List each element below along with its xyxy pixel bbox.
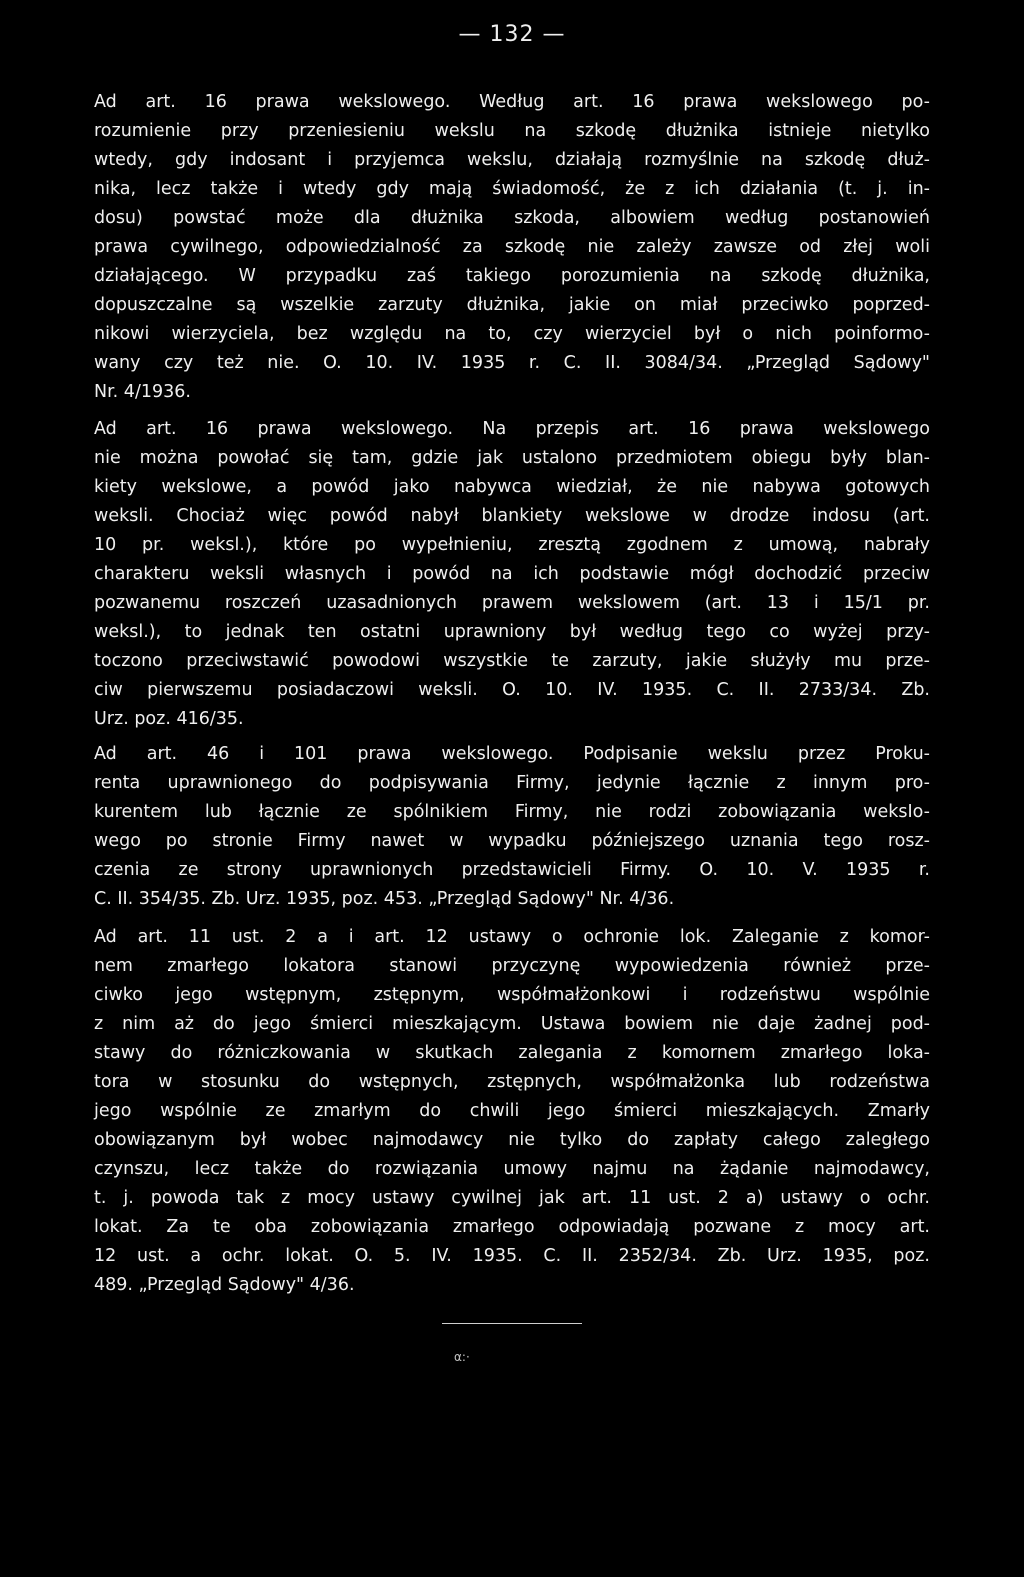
text-line: charakteru weksli własnych i powód na ich podstawie mógł dochodzić przeciw xyxy=(94,564,930,584)
text-line: weksl.), to jednak ten ostatni uprawniony był według tego co wyżej przy- xyxy=(94,622,930,642)
text-line: 489. „Przegląd Sądowy" 4/36. xyxy=(94,1275,355,1295)
text-line: rozumienie przy przeniesieniu wekslu na szkodę dłużnika istnieje nietylko xyxy=(94,121,930,141)
text-line: 12 ust. a ochr. lokat. O. 5. IV. 1935. C. II. 2352/34. Zb. Urz. 1935, poz. xyxy=(94,1246,930,1266)
text-line: 10 pr. weksl.), które po wypełnieniu, zresztą zgodnem z umową, nabrały xyxy=(94,535,930,555)
text-line: kiety wekslowe, a powód jako nabywca wiedział, że nie nabywa gotowych xyxy=(94,477,930,497)
text-line: wany czy też nie. O. 10. IV. 1935 r. C. II. 3084/34. „Przegląd Sądowy" xyxy=(94,353,930,373)
paragraph-art-16-blankiety xyxy=(94,415,930,734)
text-line: ciw pierwszemu posiadaczowi weksli. O. 10. IV. 1935. C. II. 2733/34. Zb. xyxy=(94,680,930,700)
text-line: Urz. poz. 416/35. xyxy=(94,709,244,729)
text-line: Nr. 4/1936. xyxy=(94,382,191,402)
text-line: t. j. powoda tak z mocy ustawy cywilnej jak art. 11 ust. 2 a) ustawy o ochr. xyxy=(94,1188,930,1208)
text-line: dosu) powstać może dla dłużnika szkoda, albowiem według postanowień xyxy=(94,208,930,228)
text-line: czenia ze strony uprawnionych przedstawicieli Firmy. O. 10. V. 1935 r. xyxy=(94,860,930,880)
text-line: nika, lecz także i wtedy gdy mają świadomość, że z ich działania (t. j. in- xyxy=(94,179,930,199)
paragraph-art-11-12-ochrona-lok xyxy=(94,923,930,1300)
text-line: nie można powołać się tam, gdzie jak ustalono przedmiotem obiegu były blan- xyxy=(94,448,930,468)
footer-mark: α:· xyxy=(454,1350,470,1364)
text-line: kurentem lub łącznie ze spólnikiem Firmy, nie rodzi zobowiązania weksIo- xyxy=(94,802,930,822)
text-line: C. II. 354/35. Zb. Urz. 1935, poz. 453. „Przegląd Sądowy" Nr. 4/36. xyxy=(94,889,675,909)
text-line: tora w stosunku do wstępnych, zstępnych, współmałżonka lub rodzeństwa xyxy=(94,1072,930,1092)
text-line: toczono przeciwstawić powodowi wszystkie te zarzuty, jakie służyły mu prze- xyxy=(94,651,930,671)
text-line: weksli. Chociaż więc powód nabył blankiety wekslowe w drodze indosu (art. xyxy=(94,506,930,526)
text-line: pozwanemu roszczeń uzasadnionych prawem wekslowem (art. 13 i 15/1 pr. xyxy=(94,593,930,613)
text-line: wtedy, gdy indosant i przyjemca wekslu, działają rozmyślnie na szkodę dłuż- xyxy=(94,150,930,170)
text-line: obowiązanym był wobec najmodawcy nie tylko do zapłaty całego zaległego xyxy=(94,1130,930,1150)
paragraph-art-16-porozumienie xyxy=(94,88,930,407)
text-line: Ad art. 16 prawa wekslowego. Według art. 16 prawa wekslowego po- xyxy=(94,92,930,112)
text-line: renta uprawnionego do podpisywania Firmy, jedynie łącznie z innym pro- xyxy=(94,773,930,793)
footer-divider xyxy=(442,1323,582,1324)
text-line: Ad art. 16 prawa wekslowego. Na przepis art. 16 prawa wekslowego xyxy=(94,419,930,439)
page-number: — 132 — xyxy=(458,22,566,47)
text-line: nem zmarłego lokatora stanowi przyczynę wypowiedzenia również prze- xyxy=(94,956,930,976)
text-line: nikowi wierzyciela, bez względu na to, czy wierzyciel był o nich poinformo- xyxy=(94,324,930,344)
text-line: stawy do różniczkowania w skutkach zalegania z komornem zmarłego loka- xyxy=(94,1043,930,1063)
text-line: lokat. Za te oba zobowiązania zmarłego odpowiadają pozwane z mocy art. xyxy=(94,1217,930,1237)
text-line: ciwko jego wstępnym, zstępnym, współmałżonkowi i rodzeństwu wspólnie xyxy=(94,985,930,1005)
text-line: czynszu, lecz także do rozwiązania umowy najmu na żądanie najmodawcy, xyxy=(94,1159,930,1179)
text-line: z nim aż do jego śmierci mieszkającym. Ustawa bowiem nie daje żadnej pod- xyxy=(94,1014,930,1034)
text-line: działającego. W przypadku zaś takiego porozumienia na szkodę dłużnika, xyxy=(94,266,930,286)
paragraph-art-46-101 xyxy=(94,740,930,914)
text-line: prawa cywilnego, odpowiedzialność za szkodę nie zależy zawsze od złej woli xyxy=(94,237,930,257)
text-line: Ad art. 11 ust. 2 a i art. 12 ustawy o ochronie lok. Zaleganie z komor- xyxy=(94,927,930,947)
text-line: dopuszczalne są wszelkie zarzuty dłużnika, jakie on miał przeciwko poprzed- xyxy=(94,295,930,315)
document-page xyxy=(94,10,930,1570)
text-line: wego po stronie Firmy nawet w wypadku późniejszego uznania tego rosz- xyxy=(94,831,930,851)
text-line: Ad art. 46 i 101 prawa wekslowego. Podpisanie wekslu przez Proku- xyxy=(94,744,930,764)
text-line: jego wspólnie ze zmarłym do chwili jego śmierci mieszkających. Zmarły xyxy=(94,1101,930,1121)
